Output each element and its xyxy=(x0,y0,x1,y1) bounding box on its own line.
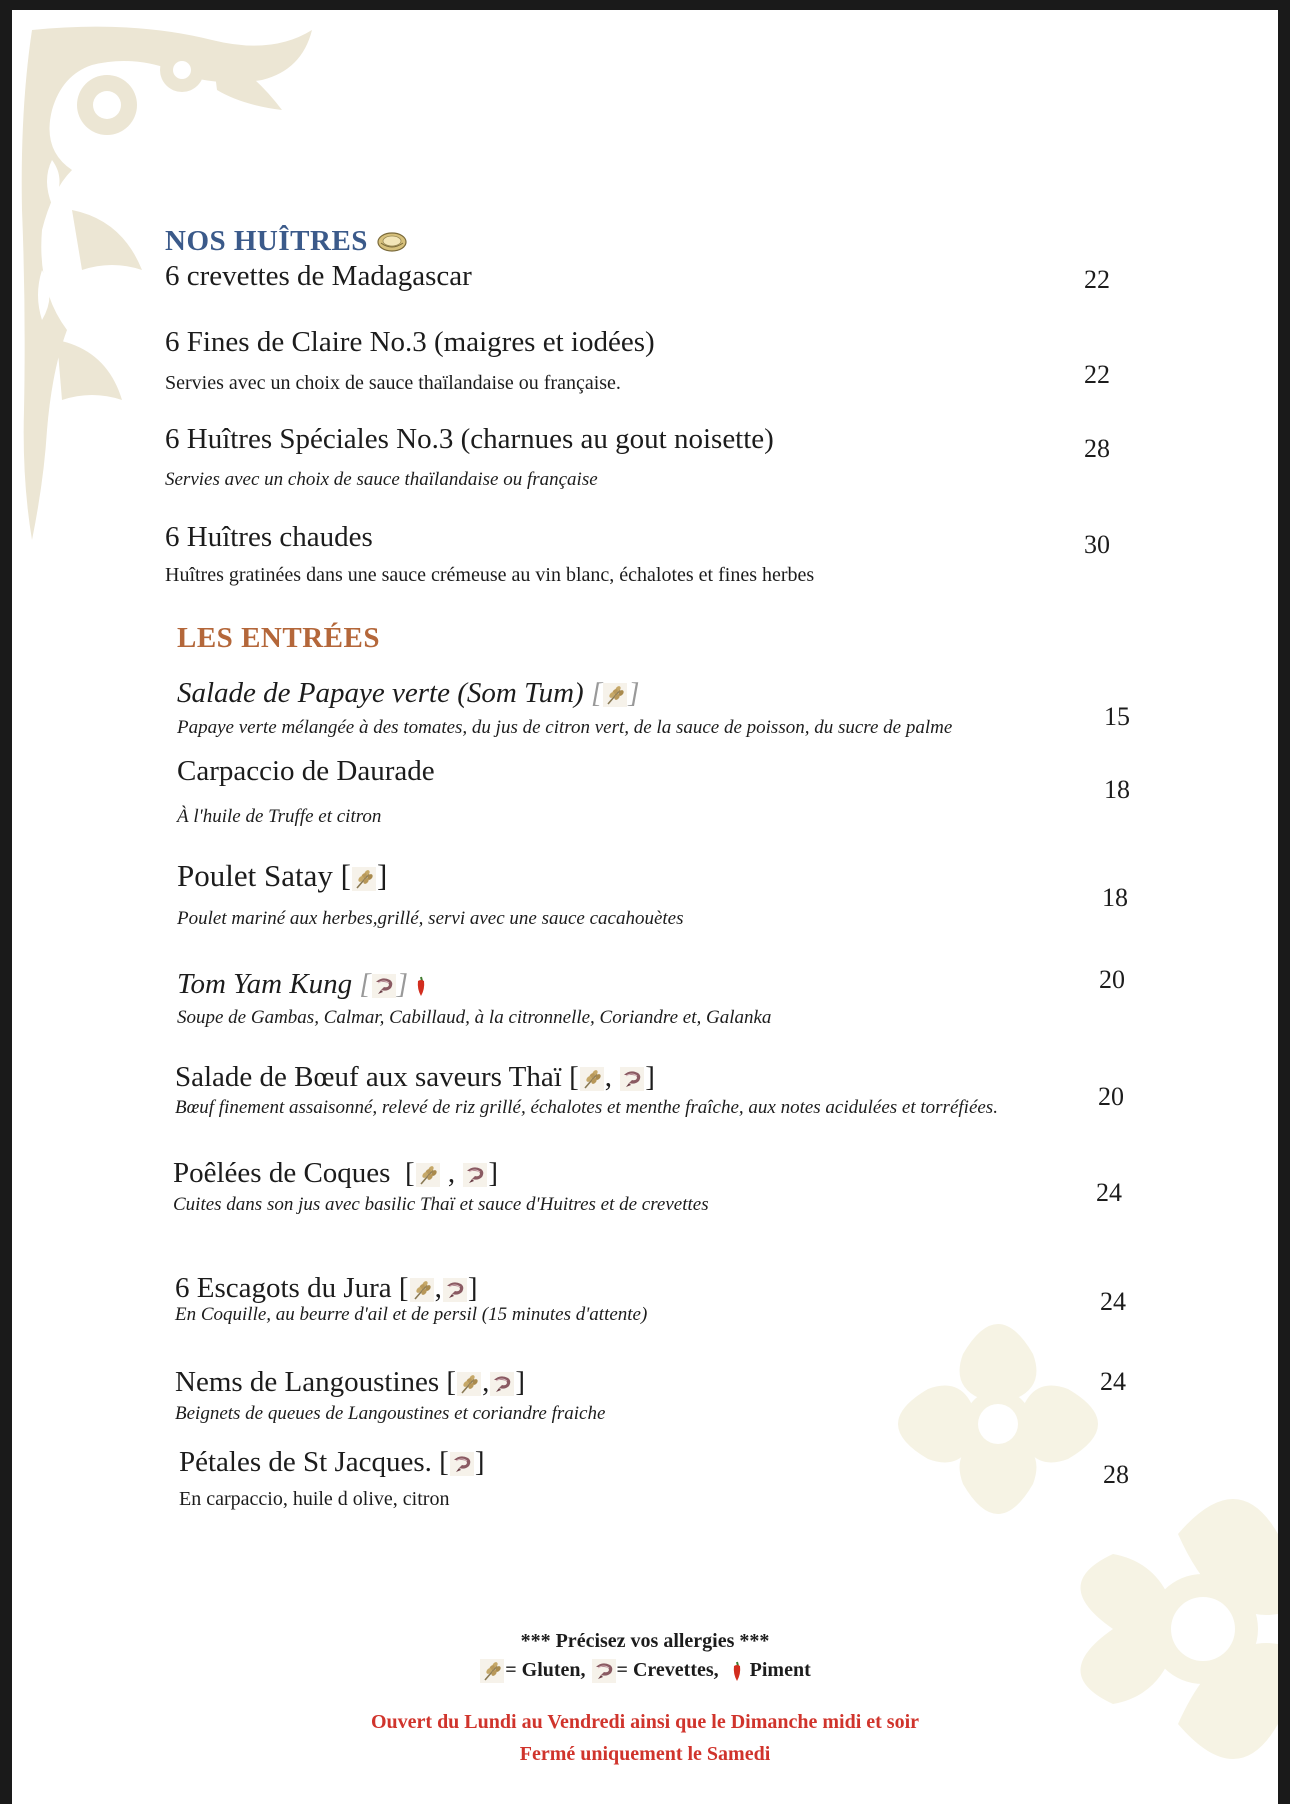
wheat-icon xyxy=(457,1372,481,1396)
menu-item-description: Papaye verte mélangée à des tomates, du jus de citron vert, de la sauce de poisson, du sucre de palme xyxy=(177,717,953,738)
menu-item-price: 24 xyxy=(1100,1287,1126,1316)
menu-item-price: 28 xyxy=(1103,1460,1129,1489)
menu-item-price: 22 xyxy=(1084,265,1110,294)
menu-item-name: Pétales de St Jacques. [ ] xyxy=(179,1446,485,1478)
shrimp-icon xyxy=(592,1659,616,1683)
menu-item-name: Poêlées de Coques [ , ] xyxy=(173,1157,499,1189)
menu-item-name: 6 Escagots du Jura [ , ] xyxy=(175,1272,478,1304)
menu-item-description: En carpaccio, huile d olive, citron xyxy=(179,1488,450,1510)
wheat-icon xyxy=(480,1659,504,1683)
allergen-legend: = Gluten, = Crevettes, Piment xyxy=(12,1659,1278,1683)
menu-item-price: 22 xyxy=(1084,360,1110,389)
opening-hours: Ouvert du Lundi au Vendredi ainsi que le Dimanche midi et soir xyxy=(370,1711,920,1733)
chili-icon xyxy=(409,974,433,998)
menu-item-description: Poulet mariné aux herbes,grillé, servi avec une sauce cacahouètes xyxy=(177,908,684,929)
menu-item-price: 20 xyxy=(1099,965,1125,994)
closing-day: Fermé uniquement le Samedi xyxy=(519,1743,771,1765)
shrimp-icon xyxy=(490,1372,514,1396)
menu-item-name: Carpaccio de Daurade xyxy=(177,755,435,787)
wheat-icon xyxy=(580,1067,604,1091)
shrimp-icon xyxy=(463,1163,487,1187)
menu-item-name: Salade de Bœuf aux saveurs Thaï [ , ] xyxy=(175,1061,655,1093)
oyster-icon xyxy=(376,229,408,253)
shrimp-icon xyxy=(450,1452,474,1476)
menu-item-name: Tom Yam Kung [ ] xyxy=(177,968,434,1001)
wheat-icon xyxy=(416,1163,440,1187)
menu-item-name: Poulet Satay [ ] xyxy=(177,858,388,893)
menu-item-description: Servies avec un choix de sauce thaïlandaise ou française xyxy=(165,469,598,490)
shrimp-icon xyxy=(372,974,396,998)
menu-item-description: Soupe de Gambas, Calmar, Cabillaud, à la citronnelle, Coriandre et, Galanka xyxy=(177,1007,772,1028)
menu-item-description: Servies avec un choix de sauce thaïlandaise ou française. xyxy=(165,372,621,394)
wheat-icon xyxy=(352,867,376,891)
menu-item-description: Cuites dans son jus avec basilic Thaï et sauce d'Huitres et de crevettes xyxy=(173,1194,709,1215)
menu-item-price: 30 xyxy=(1084,530,1110,559)
allergy-notice: *** Précisez vos allergies *** xyxy=(520,1630,770,1652)
shrimp-icon xyxy=(620,1067,644,1091)
menu-item-name: 6 Fines de Claire No.3 (maigres et iodées) xyxy=(165,326,655,358)
menu-item-price: 28 xyxy=(1084,434,1110,463)
menu-item-name: Nems de Langoustines [ , ] xyxy=(175,1366,526,1398)
menu-item-price: 18 xyxy=(1102,883,1128,912)
menu-item-description: Bœuf finement assaisonné, relevé de riz grillé, échalotes et menthe fraîche, aux notes acidulées et torréfiées. xyxy=(175,1097,998,1118)
menu-item-price: 24 xyxy=(1100,1367,1126,1396)
section-title-entrees: LES ENTRÉES xyxy=(177,622,380,654)
menu-item-name: 6 crevettes de Madagascar xyxy=(165,260,472,292)
menu-item-price: 15 xyxy=(1104,702,1130,731)
menu-item-price: 18 xyxy=(1104,775,1130,804)
wheat-icon xyxy=(603,683,627,707)
shrimp-icon xyxy=(443,1278,467,1302)
menu-item-name: Salade de Papaye verte (Som Tum) [ ] xyxy=(177,677,640,709)
section-title-oysters: NOS HUÎTRES xyxy=(165,225,408,258)
wheat-icon xyxy=(410,1278,434,1302)
menu-item-description: En Coquille, au beurre d'ail et de persil (15 minutes d'attente) xyxy=(175,1304,648,1325)
menu-item-description: À l'huile de Truffe et citron xyxy=(177,806,382,827)
menu-item-description: Huîtres gratinées dans une sauce crémeuse au vin blanc, échalotes et fines herbes xyxy=(165,564,815,586)
menu-item-price: 24 xyxy=(1096,1178,1122,1207)
menu-page xyxy=(12,10,1278,1804)
chili-icon xyxy=(725,1659,749,1683)
menu-item-description: Beignets de queues de Langoustines et coriandre fraiche xyxy=(175,1403,606,1424)
menu-item-name: 6 Huîtres Spéciales No.3 (charnues au gout noisette) xyxy=(165,423,774,455)
menu-item-price: 20 xyxy=(1098,1082,1124,1111)
menu-item-name: 6 Huîtres chaudes xyxy=(165,521,373,553)
